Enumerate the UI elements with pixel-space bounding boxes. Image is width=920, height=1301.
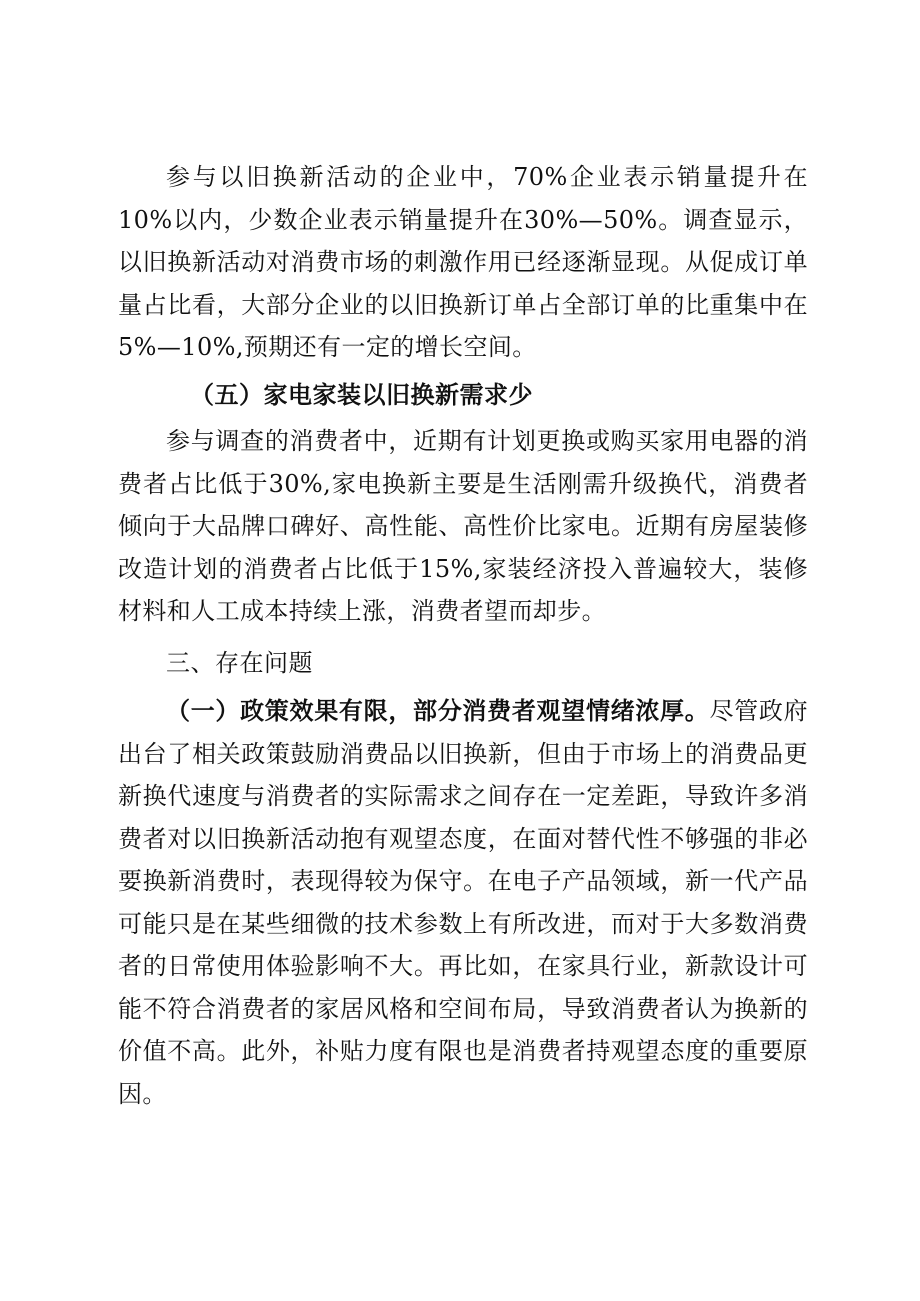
paragraph-consumer-survey: 参与调查的消费者中，近期有计划更换或购买家用电器的消费者占比低于30%,家电换新主要是生活刚需升级换代，消费者倾向于大品牌口碑好、高性能、高性价比家电。近期有房屋装修改造计划的消费者占比低于15%,家装经济投入普遍较大，装修材料和人工成本持续上涨，消费者望而却步。 — [118, 427, 808, 625]
section-heading-problems: 三、存在问题 — [166, 649, 313, 677]
paragraph-policy-effect — [118, 690, 808, 1115]
paragraph-trade-in-sales: 参与以旧换新活动的企业中，70%企业表示销量提升在10%以内，少数企业表示销量提升在30%—50%。调查显示，以旧换新活动对消费市场的刺激作用已经逐渐显现。从促成订单量占比看，大部分企业的以旧换新订单占全部订单的比重集中在5%—10%,预期还有一定的增长空间。 — [118, 163, 808, 361]
paragraph-lead-sentence: （一）政策效果有限，部分消费者观望情绪浓厚。 — [166, 697, 710, 725]
paragraph-body-text: 尽管政府出台了相关政策鼓励消费品以旧换新，但由于市场上的消费品更新换代速度与消费者的实际需求之间存在一定差距，导致许多消费者对以旧换新活动抱有观望态度，在面对替代性不够强的非必要换新消费时，表现得较为保守。在电子产品领域，新一代产品可能只是在某些细微的技术参数上有所改进，而对于大多数消费者的日常使用体验影响不大。再比如，在家具行业，新款设计可能不符合消费者的家居风格和空间布局，导致消费者认为换新的价值不高。此外，补贴力度有限也是消费者持观望态度的重要原因。 — [118, 697, 808, 1108]
subheading-appliance-demand: （五）家电家装以旧换新需求少 — [190, 381, 533, 409]
